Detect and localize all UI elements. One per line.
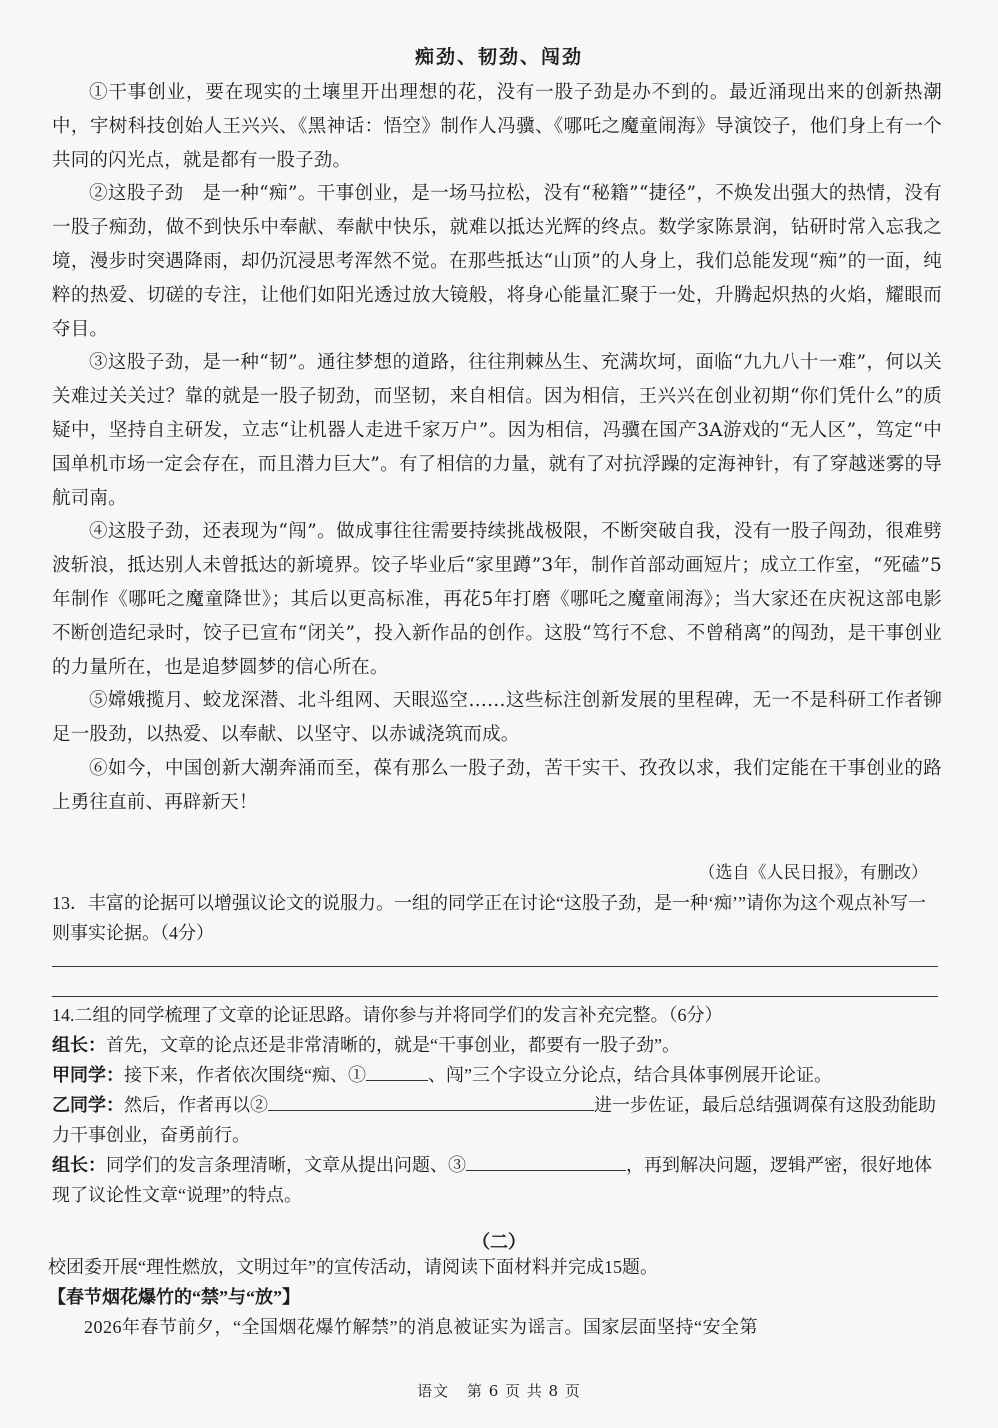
section-heading: （二） — [472, 1232, 526, 1253]
footer-page-number: 第 6 页 共 8 页 — [466, 1382, 581, 1400]
page-footer — [0, 1380, 998, 1401]
leader-remark-2 — [52, 1150, 942, 1210]
blank-1[interactable] — [366, 1060, 428, 1081]
blank-3[interactable] — [466, 1150, 626, 1171]
article-paragraph-6: ⑥如今，中国创新大潮奔涌而至，葆有那么一股子劲，苦干实干、孜孜以求，我们定能在干事创业的路上勇往直前、再辟新天！ — [52, 757, 942, 813]
material-body: 2026年春节前夕，“全国烟花爆竹解禁”的消息被证实为谣言。国家层面坚持“安全第 — [84, 1317, 758, 1337]
answer-line-1[interactable] — [52, 966, 938, 967]
leader-remark-2-text-after: ，再到解决问题，逻辑严密，很好地体现了议论性文章“说理”的特点。 — [52, 1155, 932, 1205]
question-14-intro: 14.二组的同学梳理了文章的论证思路。请你参与并将同学们的发言补充完整。（6分） — [52, 1005, 723, 1025]
material-block — [48, 1252, 940, 1342]
article-paragraph-4: ④这股子劲，还表现为“闯”。做成事往往需要持续挑战极限，不断突破自我，没有一股子闯劲，很难劈波斩浪，抵达别人未曾抵达的新境界。饺子毕业后“家里蹲”3年，制作首部动画短片；成立工作室，“死磕”5年制作《哪吒之魔童降世》；其后以更高标准，再花5年打磨《哪吒之魔童闹海》；当大家还在庆祝这部电影不断创造纪录时，饺子已宣布“闭关”，投入新作品的创作。这股“笃行不怠、不曾稍离”的闯劲，是干事创业的力量所在，也是追梦圆梦的信心所在。 — [52, 521, 942, 678]
article-paragraph-3: ③这股子劲，是一种“韧”。通往梦想的道路，往往荆棘丛生、充满坎坷，面临“九九八十一难”，何以关关难过关关过？靠的就是一股子韧劲，而坚韧，来自相信。因为相信，王兴兴在创业初期“你们凭什么”的质疑中，坚持自主研发，立志“让机器人走进千家万户”。因为相信，冯骥在国产3A游戏的“无人区”，笃定“中国单机市场一定会存在，而且潜力巨大”。有了相信的力量，就有了对抗浮躁的定海神针，有了穿越迷雾的导航司南。 — [52, 352, 942, 509]
leader-remark-1-text: 首先，文章的论点还是非常清晰的，就是“干事创业，都要有一股子劲”。 — [106, 1035, 680, 1055]
article-paragraph-1: ①干事创业，要在现实的土壤里开出理想的花，没有一股子劲是办不到的。最近涌现出来的创新热潮中，宇树科技创始人王兴兴、《黑神话：悟空》制作人冯骥、《哪吒之魔童闹海》导演饺子，他们身上有一个共同的闪光点，就是都有一股子劲。 — [52, 82, 942, 171]
question-13: 13．丰富的论据可以增强议论文的说服力。一组的同学正在讨论“这股子劲，是一种‘痴’”请你为这个观点补写一则事实论据。（4分） — [52, 893, 926, 943]
article-paragraph-5: ⑤嫦娥揽月、蛟龙深潜、北斗组网、天眼巡空……这些标注创新发展的里程碑，无一不是科研工作者铆足一股劲，以热爱、以奉献、以坚守、以赤诚浇筑而成。 — [52, 690, 942, 746]
article-body — [52, 76, 942, 820]
student-a-text-before: 接下来，作者依次围绕“痴、① — [124, 1065, 366, 1085]
speaker-student-b: 乙同学： — [52, 1095, 124, 1115]
student-a-remark — [52, 1060, 942, 1090]
blank-2[interactable] — [268, 1090, 594, 1111]
student-b-text-after: 进一步佐证，最后总结强调葆有这股劲能助力干事创业，奋勇前行。 — [52, 1095, 936, 1145]
footer-subject: 语文 — [417, 1382, 450, 1400]
speaker-student-a: 甲同学： — [52, 1065, 124, 1085]
leader-remark-1 — [52, 1030, 942, 1060]
speaker-leader: 组长： — [52, 1035, 106, 1055]
leader-remark-2-text-before: 同学们的发言条理清晰，文章从提出问题、③ — [106, 1155, 466, 1175]
question-14 — [52, 1000, 942, 1210]
speaker-leader-2: 组长： — [52, 1155, 106, 1175]
article-source: （选自《人民日报》，有删改） — [698, 863, 928, 883]
article-paragraph-2: ②这股子劲 是一种“痴”。干事创业，是一场马拉松，没有“秘籍”“捷径”，不焕发出强大的热情，没有一股子痴劲，做不到快乐中奉献、奉献中快乐，就难以抵达光辉的终点。数学家陈景润，钻研时常入忘我之境，漫步时突遇降雨，却仍沉浸思考浑然不觉。在那些抵达“山顶”的人身上，我们总能发现“痴”的一面，纯粹的热爱、切磋的专注，让他们如阳光透过放大镜般，将身心能量汇聚于一处，升腾起炽热的火焰，耀眼而夺目。 — [52, 183, 942, 340]
answer-line-2[interactable] — [52, 996, 938, 997]
student-b-remark — [52, 1090, 942, 1150]
student-a-text-after: 、闯”三个字设立分论点，结合具体事例展开论证。 — [428, 1065, 832, 1085]
student-b-text-before: 然后，作者再以② — [124, 1095, 268, 1115]
material-heading: 【春节烟花爆竹的“禁”与“放”】 — [48, 1287, 300, 1307]
article-title: 痴劲、韧劲、闯劲 — [414, 46, 583, 68]
material-intro: 校团委开展“理性燃放，文明过年”的宣传活动，请阅读下面材料并完成15题。 — [48, 1257, 658, 1277]
